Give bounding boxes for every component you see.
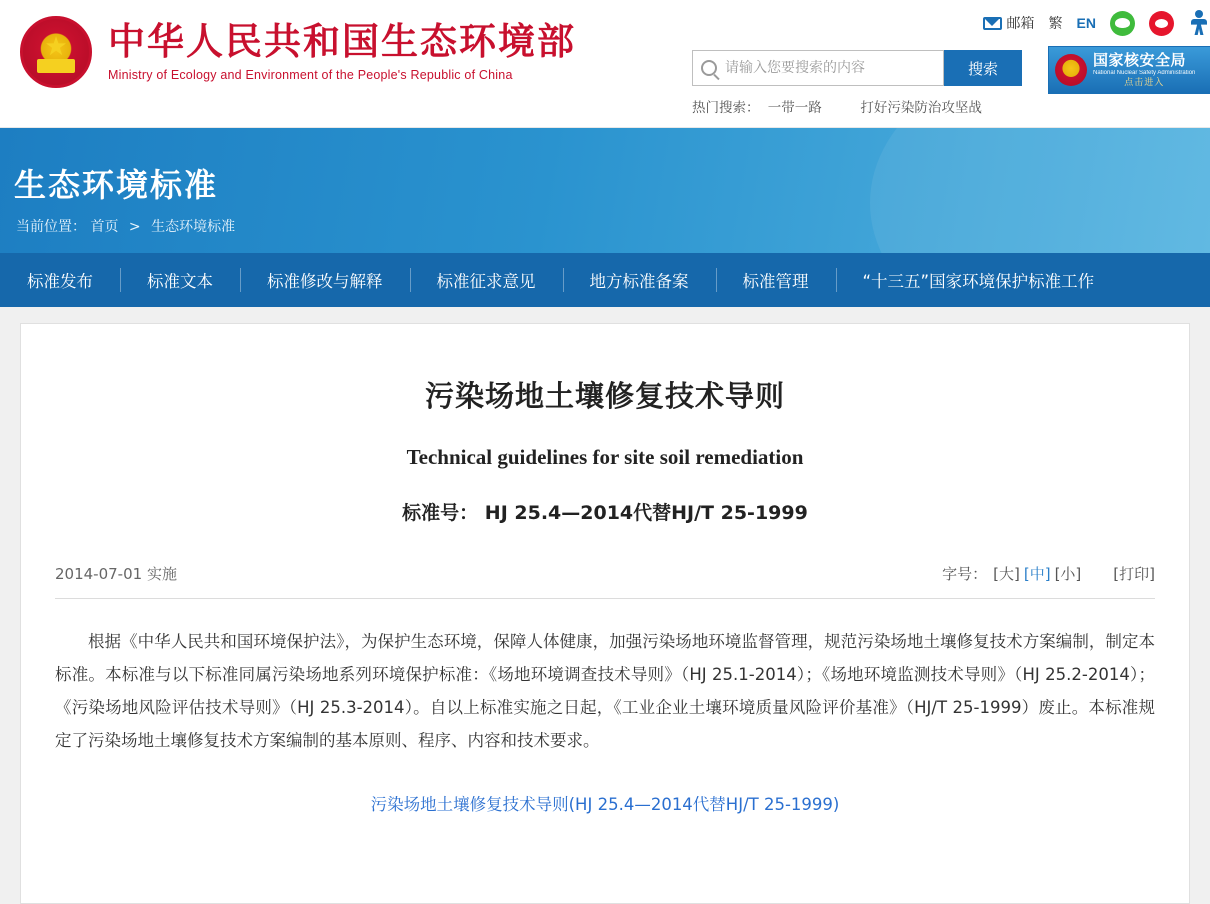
accessibility-icon xyxy=(1188,10,1210,36)
hot-search xyxy=(692,96,986,116)
ministry-title-en: Ministry of Ecology and Environment of the People's Republic of China xyxy=(108,68,513,83)
traditional-chinese-label: 繁 xyxy=(1048,15,1063,31)
font-size-medium-button[interactable]: [中] xyxy=(1023,565,1051,583)
document-body-paragraph: 根据《中华人民共和国环境保护法》，为保护生态环境，保障人体健康，加强污染场地环境监督管理，规范污染场地土壤修复技术方案编制，制定本标准。本标准与以下标准同属污染场地系列环境保护标准：《场地环境调查技术导则》（HJ 25.1-2014）；《场地环境监测技术导则》（HJ 25.2-2014）；《污染场地风险评估技术导则》（HJ 25.3-2014）。自以上标准实施之日起，《工业企业土壤环境质量风险评价基准》（HJ/T 25-1999）废止。本标准规定了污染场地土壤修复技术方案编制的基本原则、程序、内容和技术要求。 xyxy=(55,632,1155,750)
page-body xyxy=(0,307,1210,904)
ministry-title-cn: 中华人民共和国生态环境部 xyxy=(108,19,576,63)
search-icon xyxy=(701,60,717,76)
mail-icon xyxy=(983,17,1002,30)
nuclear-safety-banner[interactable] xyxy=(1048,46,1210,94)
search-input[interactable] xyxy=(723,59,935,77)
nav-item-standard-management[interactable]: 标准管理 xyxy=(716,253,836,307)
nuclear-banner-cta: 点击进入 xyxy=(1124,77,1165,88)
document-card xyxy=(20,323,1190,904)
page-title: 生态环境标准 xyxy=(14,166,219,204)
nuclear-banner-title-cn: 国家核安全局 xyxy=(1093,52,1187,70)
ministry-title-block xyxy=(108,19,576,83)
nav-item-standard-amendment[interactable]: 标准修改与解释 xyxy=(240,253,410,307)
wechat-icon xyxy=(1110,11,1135,36)
main-nav xyxy=(0,253,1210,307)
section-banner xyxy=(0,128,1210,253)
nuclear-banner-text xyxy=(1093,52,1195,87)
nav-item-standard-comments[interactable]: 标准征求意见 xyxy=(410,253,563,307)
font-size-small-button[interactable]: [小] xyxy=(1054,565,1082,583)
hot-search-item-1[interactable]: 一带一路 xyxy=(767,100,822,116)
nav-item-local-standard-filing[interactable]: 地方标准备案 xyxy=(563,253,716,307)
search-button[interactable]: 搜索 xyxy=(944,50,1022,86)
print-button[interactable]: [打印] xyxy=(1113,565,1155,583)
site-logo[interactable] xyxy=(20,16,576,88)
document-standard-number: 标准号： HJ 25.4—2014代替HJ/T 25-1999 xyxy=(402,502,808,524)
document-title-en: Technical guidelines for site soil remediation xyxy=(406,445,804,469)
breadcrumb-label: 当前位置： xyxy=(16,219,86,235)
nav-item-13th-five-year-plan[interactable]: “十三五”国家环境保护标准工作 xyxy=(836,253,1122,307)
weibo-icon xyxy=(1149,11,1174,36)
nav-item-standard-text[interactable]: 标准文本 xyxy=(120,253,240,307)
search-area xyxy=(692,50,1022,86)
font-size-large-button[interactable]: [大] xyxy=(993,565,1020,583)
hot-search-item-2[interactable]: 打好污染防治攻坚战 xyxy=(860,100,982,116)
document-meta-row xyxy=(55,563,1155,599)
utility-bar xyxy=(983,10,1210,36)
mail-label: 邮箱 xyxy=(1006,15,1035,31)
traditional-chinese-link[interactable] xyxy=(1049,13,1063,33)
breadcrumb-item-current[interactable]: 生态环境标准 xyxy=(151,219,236,235)
document-title-cn: 污染场地土壤修复技术导则 xyxy=(424,379,785,413)
document-attachment xyxy=(55,791,1155,815)
hot-search-label: 热门搜索： xyxy=(692,100,760,116)
wechat-link[interactable] xyxy=(1110,11,1135,36)
national-emblem-icon xyxy=(1055,54,1087,86)
breadcrumb-separator: > xyxy=(128,219,141,235)
search-box[interactable] xyxy=(692,50,944,86)
attachment-link[interactable]: 污染场地土壤修复技术导则(HJ 25.4—2014代替HJ/T 25-1999) xyxy=(370,795,840,814)
national-emblem-icon xyxy=(20,16,92,88)
accessibility-link[interactable] xyxy=(1188,10,1210,36)
mail-link[interactable] xyxy=(983,13,1035,33)
english-link[interactable] xyxy=(1077,15,1096,31)
weibo-link[interactable] xyxy=(1149,11,1174,36)
document-date: 2014-07-01 实施 xyxy=(55,565,177,583)
document-tools xyxy=(942,563,1155,584)
nav-item-standard-release[interactable]: 标准发布 xyxy=(27,272,93,291)
breadcrumb xyxy=(16,216,235,236)
breadcrumb-item-home[interactable]: 首页 xyxy=(90,219,119,235)
site-header xyxy=(0,0,1210,128)
font-size-label: 字号： xyxy=(942,565,988,583)
nuclear-banner-title-en: National Nuclear Safety Administration xyxy=(1093,69,1196,76)
english-label: EN xyxy=(1076,15,1096,31)
